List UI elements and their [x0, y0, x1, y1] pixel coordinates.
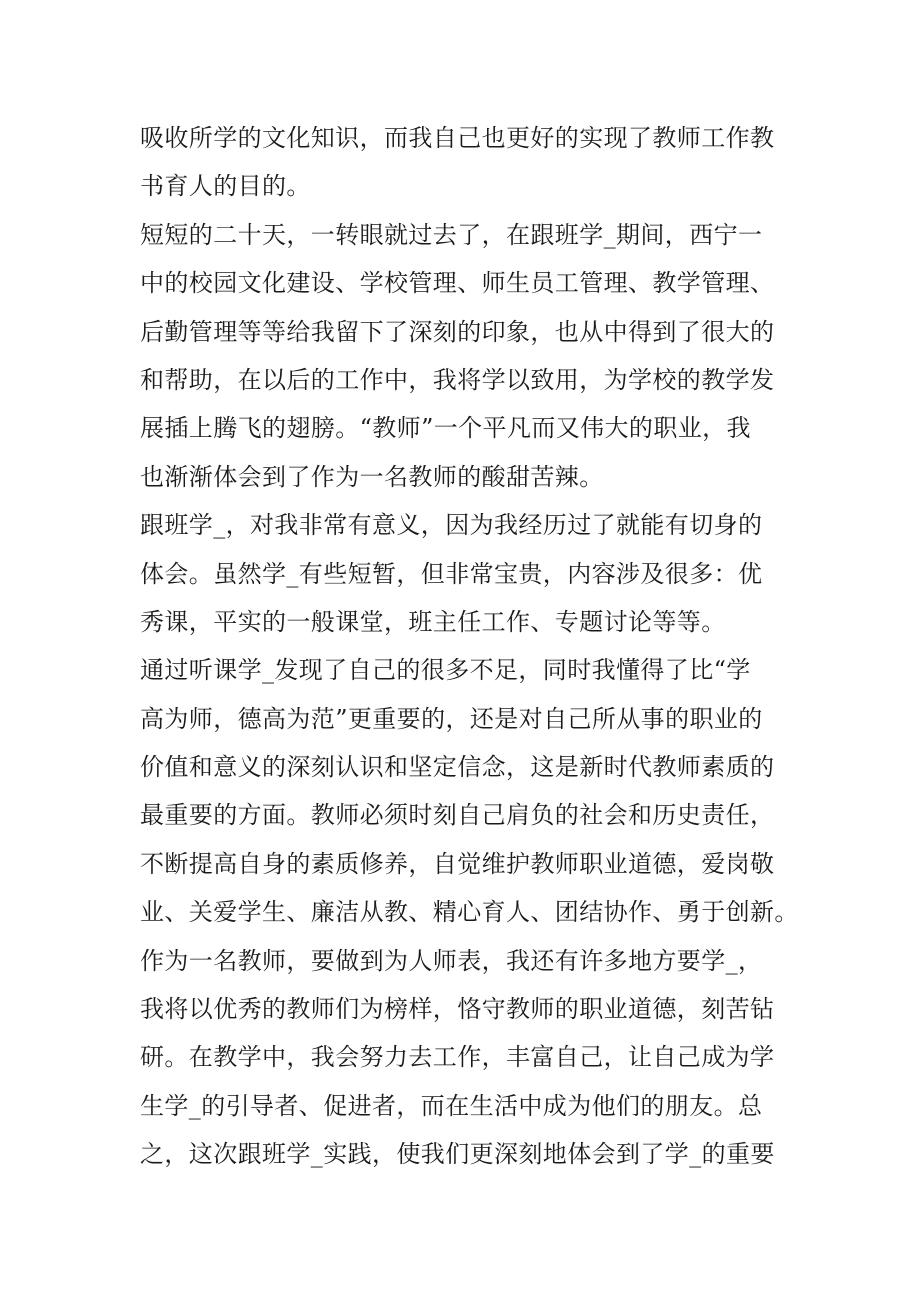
text-line: 不断提高自身的素质修养，自觉维护教师职业道德，爱岗敬	[140, 849, 775, 878]
text-line: 和帮助，在以后的工作中，我将学以致用，为学校的教学发	[140, 365, 775, 394]
text-line: 高为师，德高为范”更重要的，还是对自己所从事的职业的	[140, 704, 763, 733]
text-line: 业、关爱学生、廉洁从教、精心育人、团结协作、勇于创新。	[140, 898, 799, 927]
text-line: 短短的二十天，一转眼就过去了，在跟班学_期间，西宁一	[140, 220, 763, 249]
text-line: 书育人的目的。	[140, 172, 311, 201]
text-line: 秀课，平实的一般课堂，班主任工作、专题讨论等等。	[140, 607, 726, 636]
text-line: 研。在教学中，我会努力去工作，丰富自己，让自己成为学	[140, 1043, 775, 1072]
text-line: 最重要的方面。教师必须时刻自己肩负的社会和历史责任，	[140, 801, 775, 830]
text-line: 展插上腾飞的翅膀。“教师”一个平凡而又伟大的职业，我	[140, 414, 751, 443]
text-line: 中的校园文化建设、学校管理、师生员工管理、教学管理、	[140, 269, 775, 298]
text-line: 作为一名教师，要做到为人师表，我还有许多地方要学_，	[140, 946, 763, 975]
text-line: 之，这次跟班学_实践，使我们更深刻地体会到了学_的重要	[140, 1140, 775, 1169]
text-line: 也渐渐体会到了作为一名教师的酸甜苦辣。	[140, 462, 604, 491]
text-line: 后勤管理等等给我留下了深刻的印象，也从中得到了很大的	[140, 317, 775, 346]
text-line: 生学_的引导者、促进者，而在生活中成为他们的朋友。总	[140, 1091, 763, 1120]
text-line: 体会。虽然学_有些短暂，但非常宝贵，内容涉及很多：优	[140, 559, 763, 588]
text-line: 我将以优秀的教师们为榜样，恪守教师的职业道德，刻苦钻	[140, 995, 775, 1024]
text-line: 跟班学_，对我非常有意义，因为我经历过了就能有切身的	[140, 511, 763, 540]
text-line: 价值和意义的深刻认识和坚定信念，这是新时代教师素质的	[140, 753, 775, 782]
body-text	[140, 114, 800, 1179]
text-line: 吸收所学的文化知识，而我自己也更好的实现了教师工作教	[140, 124, 775, 152]
text-line: 通过听课学_发现了自己的很多不足，同时我懂得了比“学	[140, 656, 751, 685]
